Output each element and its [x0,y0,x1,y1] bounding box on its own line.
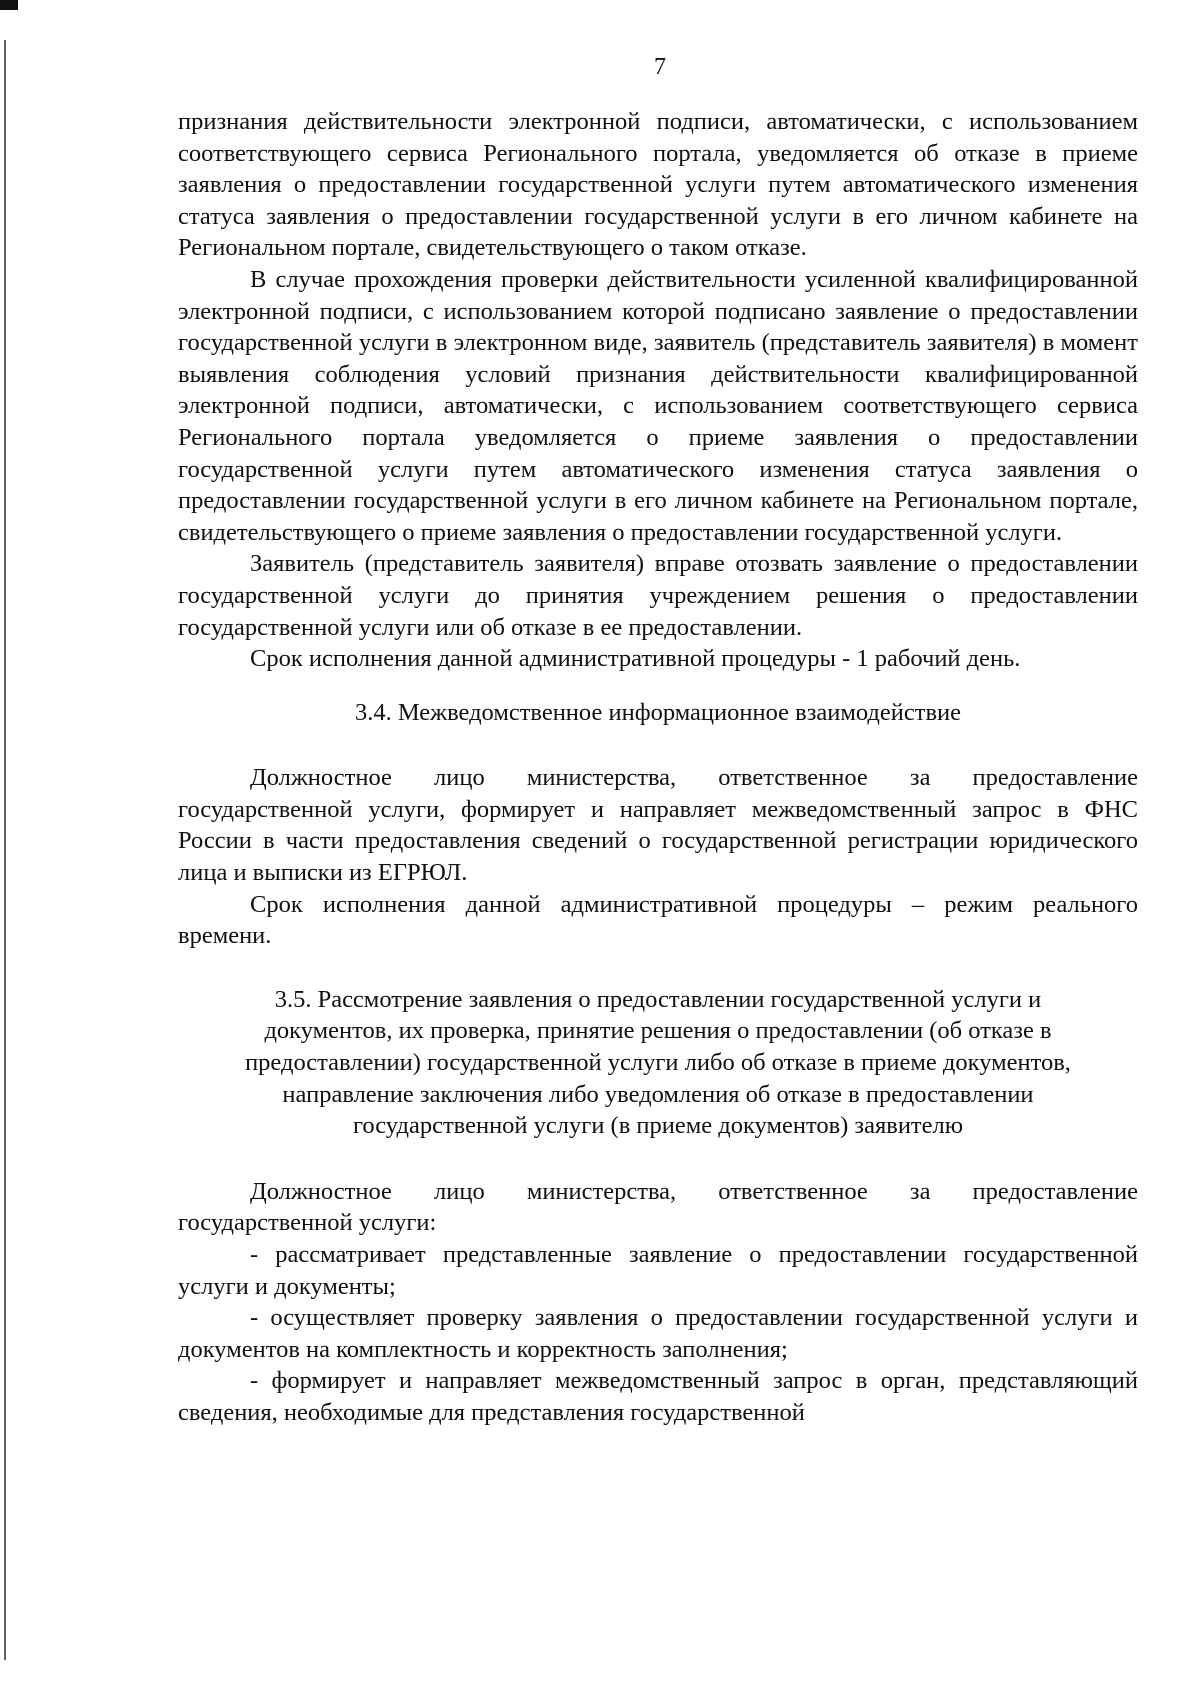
list-item-checks-completeness: - осуществляет проверку заявления о предоставлении государственной услуги и документов на комплектность и корректность заполнения; [178,1304,1138,1363]
scan-corner-mark [0,0,18,10]
heading-3-5-line-1: 3.5. Рассмотрение заявления о предоставлении государственной услуги и [274,985,1042,1013]
section-heading-3-5 [178,984,1138,1142]
paragraph-procedure-term: Срок исполнения данной административной процедуры - 1 рабочий день. [250,645,1021,673]
paragraph-signature-rejection: признания действительности электронной подписи, автоматически, с использованием соответствующего сервиса Регионального портала, уведомляется об отказе в приеме заявления о предоставлении государственной услуги путем автоматического изменения статуса заявления о предоставлении государственной услуги в его личном кабинете на Региональном портале, свидетельствующего о таком отказе. [178,108,1138,262]
heading-3-5-line-3: предоставлении) государственной услуги либо об отказе в приеме документов, [245,1049,1071,1077]
heading-3-5-line-4: направление заключения либо уведомления об отказе в предоставлении [282,1080,1034,1108]
paragraph-interagency-request: Должностное лицо министерства, ответственное за предоставление государственной услуги, формирует и направляет межведомственный запрос в ФНС России в части предоставления сведений о государственной регистрации юридического лица и выписки из ЕГРЮЛ. [178,764,1138,887]
paragraph-official-duties: Должностное лицо министерства, ответственное за предоставление государственной услуги: [178,1177,1138,1237]
page-number: 7 [654,54,666,80]
scan-edge-line [4,40,6,1660]
document-body [178,106,1138,1429]
paragraph-withdraw-application: Заявитель (представитель заявителя) вправе отозвать заявление о предоставлении государственной услуги до принятия учреждением решения о предоставлении государственной услуги или об отказе в ее предоставлении. [178,550,1138,641]
section-heading-3-4: 3.4. Межведомственное информационное взаимодействие [354,698,962,726]
heading-3-5-line-5: государственной услуги (в приеме документов) заявителю [352,1112,964,1140]
heading-3-5-line-2: документов, их проверка, принятие решения о предоставлении (об отказе в [264,1017,1052,1045]
paragraph-interagency-term: Срок исполнения данной административной процедуры – режим реального времени. [178,890,1138,950]
list-item-reviews-documents: - рассматривает представленные заявление о предоставлении государственной услуги и документы; [178,1241,1138,1300]
list-item-sends-request: - формирует и направляет межведомственный запрос в орган, представляющий сведения, необходимые для представления государственной [178,1367,1138,1426]
paragraph-signature-accepted: В случае прохождения проверки действительности усиленной квалифицированной электронной подписи, с использованием которой подписано заявление о предоставлении государственной услуги в электронном виде, заявитель (представитель заявителя) в момент выявления соблюдения условий признания действительности квалифицированной электронной подписи, автоматически, с использованием соответствующего сервиса Регионального портала уведомляется о приеме заявления о предоставлении государственной услуги путем автоматического изменения статуса заявления о предоставлении государственной услуги в его личном кабинете на Региональном портале, свидетельствующего о приеме заявления о предоставлении государственной услуги. [178,265,1138,546]
